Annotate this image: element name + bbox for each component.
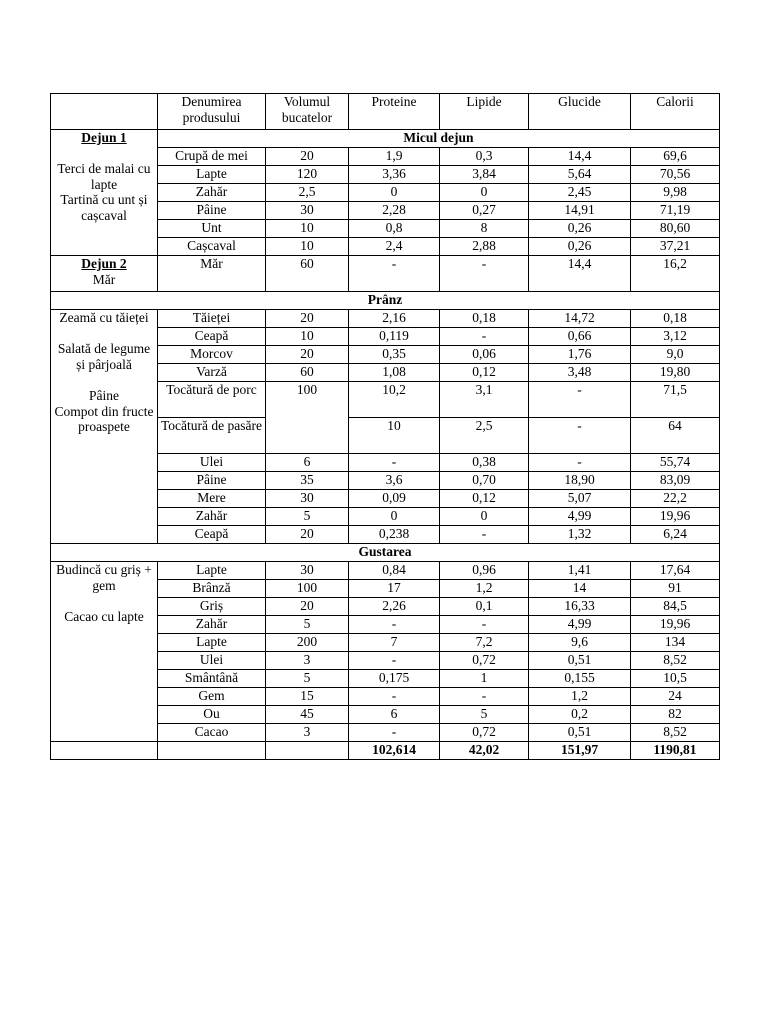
table-cell: 80,60 <box>631 220 720 238</box>
table-cell: - <box>440 328 529 346</box>
table-cell: 20 <box>266 148 349 166</box>
table-cell: 0,8 <box>349 220 440 238</box>
table-cell: 1,41 <box>529 562 631 580</box>
table-cell: 0,12 <box>440 490 529 508</box>
table-cell: 0 <box>440 508 529 526</box>
meal-line: Măr <box>92 271 116 287</box>
table-cell: 9,6 <box>529 634 631 652</box>
product-name-cell: Mere <box>158 490 266 508</box>
table-cell: 0,27 <box>440 202 529 220</box>
table-cell: 0,06 <box>440 346 529 364</box>
table-cell: 17 <box>349 580 440 598</box>
table-cell: 24 <box>631 688 720 706</box>
table-cell: 7 <box>349 634 440 652</box>
table-cell: 1,76 <box>529 346 631 364</box>
header-cell: Proteine <box>349 94 440 130</box>
meal-line: Terci de malai cu lapte <box>57 161 151 192</box>
table-row <box>51 310 720 328</box>
table-cell: - <box>440 616 529 634</box>
table-row <box>51 562 720 580</box>
table-cell: 4,99 <box>529 508 631 526</box>
table-cell: 100 <box>266 580 349 598</box>
table-cell: 0,84 <box>349 562 440 580</box>
table-cell: 15 <box>266 688 349 706</box>
table-cell: 10 <box>266 328 349 346</box>
table-cell: 6,24 <box>631 526 720 544</box>
table-cell: 35 <box>266 472 349 490</box>
table-cell: 60 <box>266 364 349 382</box>
totals-row <box>51 742 720 760</box>
product-name-cell: Zahăr <box>158 184 266 202</box>
header-cell <box>51 94 158 130</box>
section-row <box>51 544 720 562</box>
table-cell: Tocătură de pasăre <box>158 418 266 454</box>
table-cell: 14 <box>529 580 631 598</box>
table-cell: 5 <box>440 706 529 724</box>
table-cell: 64 <box>631 418 720 454</box>
meal-line: Tartină cu unt și cașcaval <box>60 192 148 223</box>
product-name-cell: Tăiețeі <box>158 310 266 328</box>
table-cell: 0,18 <box>631 310 720 328</box>
table-cell: 0,66 <box>529 328 631 346</box>
table-cell: 0,175 <box>349 670 440 688</box>
table-cell: 1,9 <box>349 148 440 166</box>
product-name-cell: Cacao <box>158 724 266 742</box>
table-cell: 84,5 <box>631 598 720 616</box>
product-name-cell: Lapte <box>158 166 266 184</box>
meal-cell <box>51 562 158 742</box>
total-cell <box>266 742 349 760</box>
table-cell: 5 <box>266 508 349 526</box>
table-cell: 55,74 <box>631 454 720 472</box>
table-cell: Tocătură de porc <box>158 382 266 418</box>
product-name-cell: Varză <box>158 364 266 382</box>
table-cell: - <box>440 256 529 292</box>
table-cell: 134 <box>631 634 720 652</box>
product-name-cell: Pâine <box>158 472 266 490</box>
table-cell: 0 <box>440 184 529 202</box>
table-cell: 16,2 <box>631 256 720 292</box>
table-cell: 69,6 <box>631 148 720 166</box>
table-cell: 2,28 <box>349 202 440 220</box>
table-cell: 5,64 <box>529 166 631 184</box>
table-cell: 3 <box>266 652 349 670</box>
product-name-cell: Griș <box>158 598 266 616</box>
table-cell: 0,2 <box>529 706 631 724</box>
table-cell: 0 <box>349 508 440 526</box>
table-cell: 9,0 <box>631 346 720 364</box>
table-cell: 8,52 <box>631 724 720 742</box>
table-cell: 0,51 <box>529 652 631 670</box>
section-title-breakfast: Micul dejun <box>158 130 720 148</box>
meal-line: Compot din fructe proaspete <box>54 403 154 435</box>
table-cell: 0,12 <box>440 364 529 382</box>
section-row <box>51 130 720 148</box>
table-cell: 3,36 <box>349 166 440 184</box>
table-cell: 0,3 <box>440 148 529 166</box>
table-cell: - <box>349 724 440 742</box>
table-cell: 6 <box>266 454 349 472</box>
table-cell: 71,19 <box>631 202 720 220</box>
table-cell: 3,84 <box>440 166 529 184</box>
table-cell: 19,96 <box>631 616 720 634</box>
table-cell: 60 <box>266 256 349 292</box>
table-cell: Măr <box>158 256 266 292</box>
product-name-cell: Gem <box>158 688 266 706</box>
table-cell: 16,33 <box>529 598 631 616</box>
product-name-cell: Ulei <box>158 454 266 472</box>
header-cell: Glucide <box>529 94 631 130</box>
table-cell: 14,91 <box>529 202 631 220</box>
table-cell: 0,35 <box>349 346 440 364</box>
table-cell: 4,99 <box>529 616 631 634</box>
total-cell <box>158 742 266 760</box>
table-cell: 14,72 <box>529 310 631 328</box>
table-cell: 20 <box>266 310 349 328</box>
table-cell: 0,155 <box>529 670 631 688</box>
product-name-cell: Pâine <box>158 202 266 220</box>
meal-line: Pâine <box>89 387 119 403</box>
product-name-cell: Ceapă <box>158 328 266 346</box>
table-cell: 100 <box>266 382 349 454</box>
table-cell: 20 <box>266 598 349 616</box>
table-cell: 0,238 <box>349 526 440 544</box>
table-cell: 7,2 <box>440 634 529 652</box>
product-name-cell: Ulei <box>158 652 266 670</box>
table-cell: - <box>349 688 440 706</box>
product-name-cell: Brânză <box>158 580 266 598</box>
table-cell: 1,08 <box>349 364 440 382</box>
table-cell: 19,96 <box>631 508 720 526</box>
table-cell: 0,26 <box>529 220 631 238</box>
table-cell: 0,96 <box>440 562 529 580</box>
table-cell: 0,70 <box>440 472 529 490</box>
table-cell: - <box>440 526 529 544</box>
header-row <box>51 94 720 130</box>
meal-title: Dejun 1 <box>81 130 127 145</box>
table-cell: 0,72 <box>440 724 529 742</box>
table-cell: - <box>529 382 631 418</box>
table-cell: 2,5 <box>440 418 529 454</box>
nutrition-table <box>50 93 720 760</box>
table-cell: 8,52 <box>631 652 720 670</box>
table-cell: 0 <box>349 184 440 202</box>
table-cell: 0,26 <box>529 238 631 256</box>
table-cell: 10,2 <box>349 382 440 418</box>
table-cell: 45 <box>266 706 349 724</box>
table-cell: 0,72 <box>440 652 529 670</box>
table-cell: 2,4 <box>349 238 440 256</box>
table-cell: 10 <box>266 238 349 256</box>
product-name-cell: Smântână <box>158 670 266 688</box>
table-cell: 70,56 <box>631 166 720 184</box>
table-cell: - <box>349 454 440 472</box>
meal-cell <box>51 310 158 544</box>
table-cell: 82 <box>631 706 720 724</box>
section-title-lunch: Prânz <box>51 292 720 310</box>
meal-line: Cacao cu lapte <box>64 608 144 624</box>
table-cell: 14,4 <box>529 148 631 166</box>
table-cell: 19,80 <box>631 364 720 382</box>
table-cell: 10,5 <box>631 670 720 688</box>
table-cell: 3,1 <box>440 382 529 418</box>
table-cell: 17,64 <box>631 562 720 580</box>
table-cell: - <box>349 616 440 634</box>
table-cell: 22,2 <box>631 490 720 508</box>
table-cell: 10 <box>266 220 349 238</box>
table-cell: 20 <box>266 526 349 544</box>
header-cell: Volumul bucatelor <box>266 94 349 130</box>
table-cell: 91 <box>631 580 720 598</box>
table-cell: 8 <box>440 220 529 238</box>
table-cell: 1,2 <box>440 580 529 598</box>
table-cell: 0,18 <box>440 310 529 328</box>
meal-line: Zeamă cu tăiețeі <box>59 310 149 325</box>
section-title-snack: Gustarea <box>51 544 720 562</box>
total-cell: 1190,81 <box>631 742 720 760</box>
table-cell: 18,90 <box>529 472 631 490</box>
meal-cell-dejun2 <box>51 256 158 292</box>
product-name-cell: Zahăr <box>158 508 266 526</box>
table-cell: 0,119 <box>349 328 440 346</box>
table-cell: 2,45 <box>529 184 631 202</box>
table-cell: 0,09 <box>349 490 440 508</box>
table-cell: - <box>529 418 631 454</box>
table-cell: 0,38 <box>440 454 529 472</box>
table-cell: 5 <box>266 616 349 634</box>
table-cell: 3,48 <box>529 364 631 382</box>
meal-title: Dejun 2 <box>81 256 127 271</box>
table-cell: 0,51 <box>529 724 631 742</box>
table-cell: 2,5 <box>266 184 349 202</box>
table-cell: - <box>349 652 440 670</box>
table-cell: - <box>440 688 529 706</box>
table-cell: 30 <box>266 202 349 220</box>
table-cell: 5,07 <box>529 490 631 508</box>
header-cell: Calorii <box>631 94 720 130</box>
table-cell: 3,12 <box>631 328 720 346</box>
table-cell: 2,88 <box>440 238 529 256</box>
total-cell: 42,02 <box>440 742 529 760</box>
table-cell: 200 <box>266 634 349 652</box>
table-cell: 120 <box>266 166 349 184</box>
table-cell: 2,16 <box>349 310 440 328</box>
header-cell: Denumirea produsului <box>158 94 266 130</box>
table-cell: - <box>349 256 440 292</box>
table-cell: 30 <box>266 490 349 508</box>
meal-line: Salată de legume și pârjoală <box>57 341 151 372</box>
product-name-cell: Unt <box>158 220 266 238</box>
table-cell: 37,21 <box>631 238 720 256</box>
total-cell: 102,614 <box>349 742 440 760</box>
total-cell <box>51 742 158 760</box>
table-cell: 20 <box>266 346 349 364</box>
table-cell: 0,1 <box>440 598 529 616</box>
table-cell: 5 <box>266 670 349 688</box>
table-cell: 6 <box>349 706 440 724</box>
product-name-cell: Lapte <box>158 634 266 652</box>
table-cell: 14,4 <box>529 256 631 292</box>
table-cell: 10 <box>349 418 440 454</box>
table-cell: 83,09 <box>631 472 720 490</box>
meal-line: Budincă cu griș + gem <box>56 562 152 593</box>
meal-cell-dejun1 <box>51 130 158 256</box>
product-name-cell: Zahăr <box>158 616 266 634</box>
table-cell: - <box>529 454 631 472</box>
table-cell: 9,98 <box>631 184 720 202</box>
product-name-cell: Cașcaval <box>158 238 266 256</box>
table-cell: 2,26 <box>349 598 440 616</box>
product-name-cell: Ceapă <box>158 526 266 544</box>
section-row <box>51 292 720 310</box>
table-cell: 3,6 <box>349 472 440 490</box>
table-cell: 1 <box>440 670 529 688</box>
product-name-cell: Morcov <box>158 346 266 364</box>
table-cell: 1,2 <box>529 688 631 706</box>
table-cell: 1,32 <box>529 526 631 544</box>
header-cell: Lipide <box>440 94 529 130</box>
product-name-cell: Ou <box>158 706 266 724</box>
total-cell: 151,97 <box>529 742 631 760</box>
table-cell: 30 <box>266 562 349 580</box>
table-row <box>51 256 720 292</box>
product-name-cell: Lapte <box>158 562 266 580</box>
table-cell: 71,5 <box>631 382 720 418</box>
product-name-cell: Crupă de mei <box>158 148 266 166</box>
table-cell: 3 <box>266 724 349 742</box>
